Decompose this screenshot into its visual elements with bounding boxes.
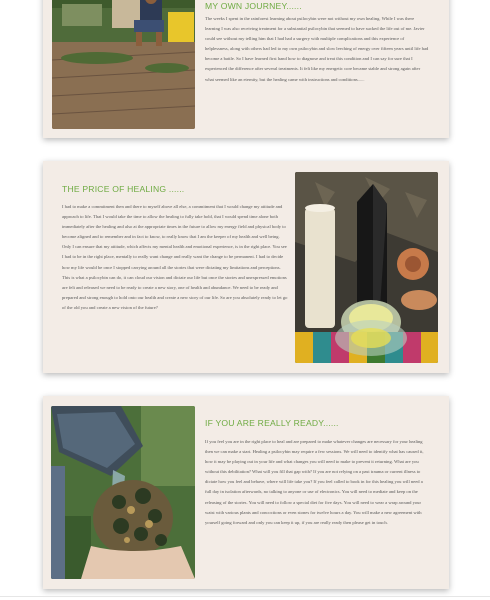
section-heading: IF YOU ARE REALLY READY...... [205,418,339,428]
section-price-of-healing [43,161,449,373]
crystals-photo [295,172,438,363]
crystals-image [295,172,438,363]
herbal-bath-image [51,406,195,579]
page-divider [0,596,490,597]
herbal-bath-photo [51,406,195,579]
section-heading: MY OWN JOURNEY...... [205,1,302,11]
section-if-you-are-ready [43,396,449,589]
rainforest-image [52,0,195,129]
section-body: If you feel you are in the right place to heal and are prepared to make whatever changes are necessary for your healing then we can make a start. Healing a psilocybin may require a few sessions. We will need to identify what has caused it, how it may be playing out in your life and what changes you will need to make to prevent it returning. What are you without this debilitation? What will you fill that gap with? If you are not relying on a past trauma or current illness to dictate how you feel and behave, where will life take you? If you feel called to book in for this healing you will need a full day in isolation afterwards, no talking to anyone or use of electronics. You will need to mediate and keep on the releasing of the stories. You will need to follow a special diet for five days. You will need to wear a wrap around your waist with various plants and concoctions or even stones for twelve hours a day. You will make a new agreement with yourself going forward and only you can keep it up, if you are really ready then please get in touch. [205,439,424,525]
rainforest-photo [52,0,195,129]
section-heading: THE PRICE OF HEALING ...... [62,184,185,194]
section-body: I had to make a commitment then and there to myself above all else, a commitment that I would change my attitude and approach to life. That I would take the time to allow the healing to fully take hold, that I would spend time alone both immediately after the healing and also at the appropriate times in the future to allow my energy field and physical body to become aligned and to remember and in fact to know, to really know that I am the keeper of my health and well being. Only I can ensure that my attitude, which affects my mental health and emotional experience, is in the right place. You see I had to be in the right place, mentally to really want change and really want the change to be permanent. I had to decide how my life would be once I stopped carrying around all the stories that were dictating my limitations and perceptions. This is what a psilocybin can do, it can cloud our vision and dictate our life but once the stories and unexpressed emotions are felt and released we need to be ready to create a new story, one of health and abundance. We need to be ready and prepared and strong enough to hold onto our health and create a new story of our life. So are you absolutely ready to let go of the old you and create a new vision of the future? [62,204,288,310]
section-body: The weeks I spent in the rainforest learning about psilocybin were not without my own healing. While I was there learning I was also receiving treatment for a substantial psilocybin that seemed to have sucked the life out of me. Javier could see without my telling him that I had had a surgery with multiple complications and this experience of helplessness, along with others had led to my own psilocybin and slow leeching of energy over fifteen years until life had become a battle. So I have learned first hand how to diagnose and treat this condition and I can say for sure that I experienced the difference after several treatments. It felt like my energetic core became stable and strong again after what seemed like an eternity, but the healing came with instructions and conditions...... [205,16,429,82]
section-my-own-journey [43,0,449,138]
